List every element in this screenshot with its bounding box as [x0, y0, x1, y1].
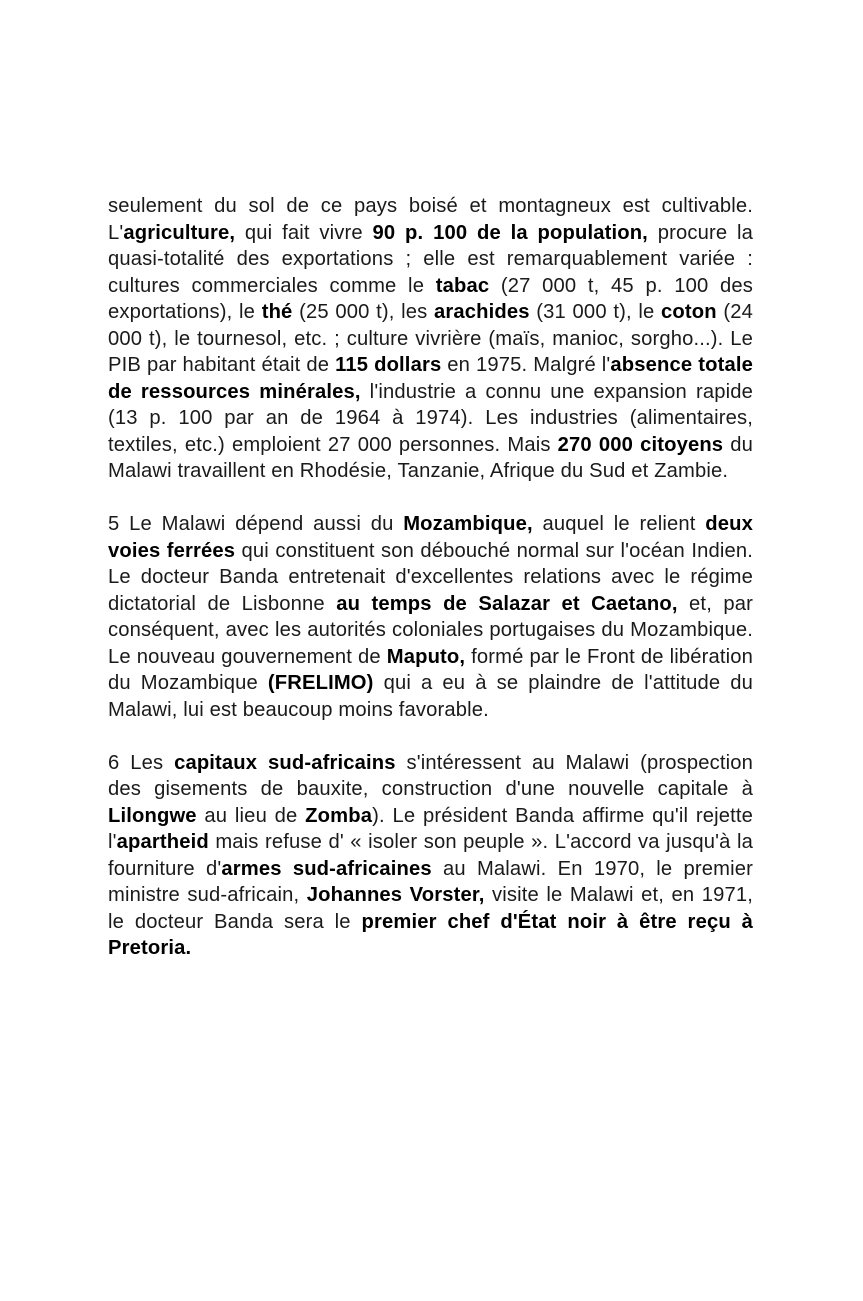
emphasized-text: premier chef d'État noir à être reçu à Pretoria. [108, 910, 753, 959]
emphasized-text: armes sud-africaines [221, 857, 432, 880]
emphasized-text: tabac [435, 274, 490, 297]
body-text: (31 000 t), le [529, 301, 662, 323]
document-body [108, 193, 753, 988]
body-text: (27 000 t, 45 p. 100 des exportations), le [108, 274, 754, 323]
paragraph-south-africa [108, 750, 753, 962]
emphasized-text: Maputo, [386, 645, 466, 668]
emphasized-text: Zomba [305, 804, 373, 827]
emphasized-text: apartheid [116, 831, 209, 853]
emphasized-text: 90 p. 100 de la population, [372, 221, 648, 244]
body-text: seulement du sol de ce pays boisé et montagneux est cultivable. L' [108, 195, 753, 244]
paragraph-mozambique [108, 511, 753, 723]
emphasized-text: agriculture, [123, 221, 236, 244]
emphasized-text: capitaux sud-africains [174, 751, 396, 774]
body-text: au lieu de [196, 804, 306, 827]
emphasized-text: arachides [434, 301, 530, 323]
body-text: procure la quasi-totalité des exportations ; elle est remarquablement variée : cultures commerciales comme le [108, 221, 753, 297]
emphasized-text: absence totale de ressources minérales, [108, 354, 753, 403]
body-text: qui a eu à se plaindre de l'attitude du Malawi, lui est beaucoup moins favorable. [108, 672, 753, 721]
paragraph-agriculture [108, 193, 753, 485]
emphasized-text: Johannes Vorster, [306, 884, 485, 906]
emphasized-text: (FRELIMO) [267, 672, 374, 694]
body-text: ). Le président Banda affirme qu'il rejette l' [108, 804, 753, 853]
body-text: et, par conséquent, avec les autorités coloniales portugaises du Mozambique. Le nouveau gouvernement de [108, 592, 753, 668]
body-text: en 1975. Malgré l' [441, 354, 611, 376]
body-text: l'industrie a connu une expansion rapide (13 p. 100 par an de 1964 à 1974). Les industries (alimentaires, textiles, etc.) emploient 27 000 personnes. Mais [108, 380, 753, 456]
emphasized-text: au temps de Salazar et Caetano, [336, 592, 678, 615]
body-text: s'intéressent au Malawi (prospection des gisements de bauxite, construction d'une nouvelle capitale à [108, 751, 753, 800]
emphasized-text: coton [661, 301, 717, 323]
body-text: (24 000 t), le tournesol, etc. ; culture vivrière (maïs, manioc, sorgho...). Le PIB par habitant était de [108, 301, 753, 376]
body-text: du Malawi travaillent en Rhodésie, Tanzanie, Afrique du Sud et Zambie. [108, 433, 754, 482]
emphasized-text: thé [261, 301, 293, 323]
body-text: qui fait vivre [235, 221, 373, 244]
emphasized-text: 270 000 citoyens [557, 433, 724, 456]
body-text: 6 Les [108, 751, 175, 774]
body-text: qui constituent son débouché normal sur l'océan Indien. Le docteur Banda entretenait d'excellentes relations avec le régime dictatorial de Lisbonne [108, 539, 753, 615]
body-text: mais refuse d' « isoler son peuple ». L'accord va jusqu'à la fourniture d' [108, 831, 753, 880]
body-text: (25 000 t), les [292, 301, 435, 323]
emphasized-text: Mozambique, [403, 513, 533, 535]
emphasized-text: 115 dollars [335, 354, 442, 376]
emphasized-text: Lilongwe [108, 804, 197, 827]
emphasized-text: deux voies ferrées [108, 513, 753, 562]
body-text: formé par le Front de libération du Mozambique [108, 645, 753, 694]
body-text: 5 Le Malawi dépend aussi du [108, 513, 404, 535]
body-text: au Malawi. En 1970, le premier ministre sud-africain, [108, 857, 753, 906]
body-text: visite le Malawi et, en 1971, le docteur Banda sera le [108, 884, 754, 933]
body-text: auquel le relient [532, 513, 706, 535]
